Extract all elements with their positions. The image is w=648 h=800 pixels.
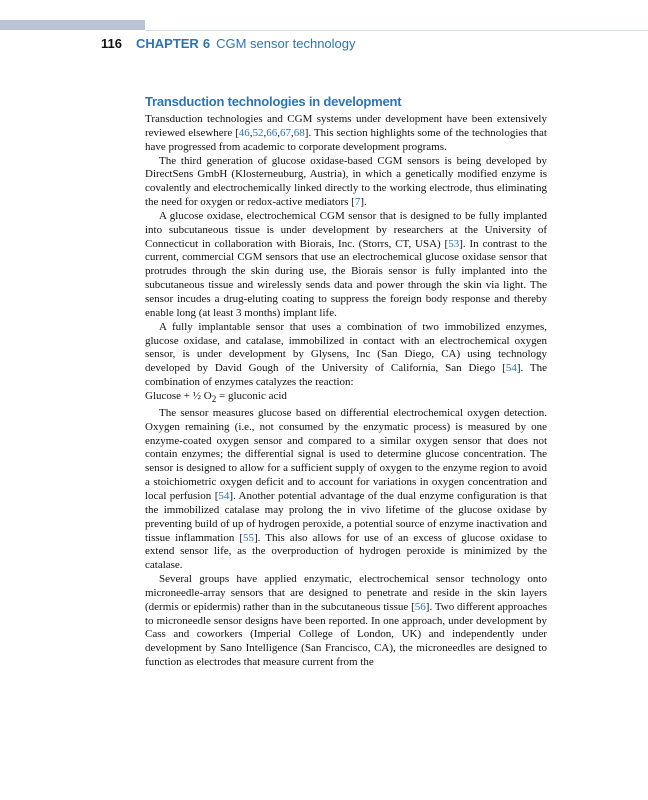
text-run: ]. The combination of enzymes catalyzes the reaction: xyxy=(145,362,547,389)
chapter-number: 6 xyxy=(202,36,211,51)
text-run: Several groups have applied enzymatic, electrochemical sensor technology onto microneedle-array sensors that are designed to penetrate and reside in the skin layers (dermis or epidermis) rather than in the subcutaneous tissue [ xyxy=(145,573,547,613)
chapter-label: CHAPTER xyxy=(135,36,199,51)
text-run: ]. This section highlights some of the technologies that have progressed from academic to corporate development programs. xyxy=(145,126,547,153)
text-run: A glucose oxidase, electrochemical CGM sensor that is designed to be fully implanted into subcutaneous tissue is under development by researchers at the University of Connecticut in collaboration with Biorais, Inc. (Storrs, CT, USA) [ xyxy=(145,209,547,250)
text-run: The sensor measures glucose based on differential electrochemical oxygen detection. Oxygen remaining (i.e., not consumed by the enzymatic process) is measured by one enzyme-coated oxygen sensor and compared to a similar oxygen sensor that does not contain enzymes; the differential signal is used to determine glucose concentration. The sensor is designed to allow for a sufficient supply of oxygen to the enzyme region to avoid a stoichiometric oxygen deficit and to account for variations in oxygen concentration and local perfusion [ xyxy=(145,406,547,502)
paragraph-4 xyxy=(145,321,547,390)
citation-link[interactable]: 54 xyxy=(505,362,517,375)
paragraph-5 xyxy=(145,407,547,573)
paragraph-6 xyxy=(145,573,547,670)
section-heading: Transduction technologies in development xyxy=(145,94,402,109)
citation-link[interactable]: 54 xyxy=(218,489,230,502)
citation-link[interactable]: 67 xyxy=(280,126,292,139)
chapter-title: CGM sensor technology xyxy=(216,36,356,51)
paragraph-3 xyxy=(145,210,547,321)
text-run: , xyxy=(263,126,267,139)
paragraph-1 xyxy=(145,113,547,155)
equation-lhs: Glucose + ½ O xyxy=(145,389,212,402)
citation-link[interactable]: 52 xyxy=(252,126,264,139)
text-run: , xyxy=(249,126,253,139)
citation-link[interactable]: 68 xyxy=(293,126,305,139)
text-run: , xyxy=(277,126,281,139)
text-run: ]. In contrast to the current, commercial CGM sensors that use an electrochemical glucose oxidase sensor that protrudes through the skin during use, the Biorais sensor is fully implanted into the subcutaneous tissue and wirelessly sends data and power through the skin via light. The sensor incudes a drug-eluting coating to suppress the foreign body response and thereby enable long (at least 3 months) implant life. xyxy=(145,237,547,319)
text-run: ]. Two different approaches to microneedle sensor designs have been reported. In one approach, under development by Cass and coworkers (Imperial College of London, UK) and independently under development by Sano Intelligence (San Francisco, CA), the microneedles are designed to function as electrodes that measure current from the xyxy=(145,600,548,669)
citation-link[interactable]: 7 xyxy=(354,196,361,209)
text-run: ]. xyxy=(360,196,367,209)
citation-link[interactable]: 56 xyxy=(414,600,426,613)
text-run: A fully implantable sensor that uses a combination of two immobilized enzymes, glucose oxidase, and catalase, immobilized in contact with an electrochemical oxygen sensor, is under development by Glysens, Inc (San Diego, CA) using technology developed by David Gough of the University of California, San Diego [ xyxy=(145,320,547,375)
header-accent-bar xyxy=(0,20,145,30)
citation-link[interactable]: 55 xyxy=(243,531,255,544)
equation-subscript: 2 xyxy=(211,394,217,405)
paragraph-2 xyxy=(145,155,547,210)
text-run: , xyxy=(291,126,294,139)
text-run: The third generation of glucose oxidase-based CGM sensors is being developed by DirectSens GmbH (Klosterneuburg, Austria), in which a genetically modified enzyme is covalently and electrochemically linked directly to the working electrode, thus eliminating the need for oxygen or redox-active mediators [ xyxy=(145,154,547,209)
reaction-equation xyxy=(145,390,547,407)
equation-rhs: = gluconic acid xyxy=(216,389,287,402)
text-run: ]. This also allows for use of an excess of glucose oxidase to extend sensor life, as the overproduction of hydrogen peroxide is minimized by the catalase. xyxy=(145,531,548,572)
text-run: ]. Another potential advantage of the dual enzyme configuration is that the immobilized catalase may prolong the in vivo lifetime of the glucose oxidase by preventing build of up of hydrogen peroxide, a potential source of enzyme inactivation and tissue inflammation [ xyxy=(145,489,547,544)
page-number: 116 xyxy=(101,36,122,51)
citation-link[interactable]: 66 xyxy=(266,126,278,139)
body-text xyxy=(145,113,547,670)
citation-link[interactable]: 46 xyxy=(238,126,250,139)
citation-link[interactable]: 53 xyxy=(448,237,460,250)
text-run: Transduction technologies and CGM systems under development have been extensively reviewed elsewhere [ xyxy=(145,113,547,139)
header-rule xyxy=(145,30,648,31)
running-header xyxy=(101,36,356,52)
